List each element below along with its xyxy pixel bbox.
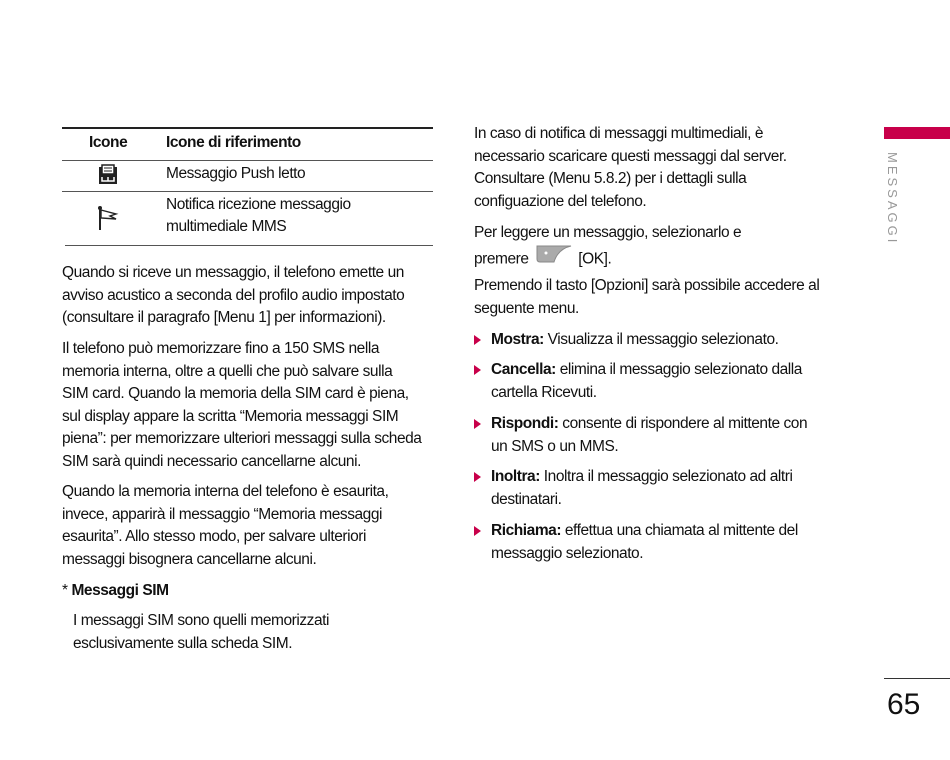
paragraph-mms-notification bbox=[474, 123, 787, 213]
table-bottom-rule bbox=[65, 245, 433, 246]
table-rule bbox=[62, 191, 433, 192]
bullet-triangle-icon bbox=[474, 335, 481, 345]
option-line: cartella Ricevuti. bbox=[491, 383, 597, 401]
read-line-1: Per leggere un messaggio, selezionarlo e bbox=[474, 224, 742, 241]
text-line: piena”: per memorizzare ulteriori messaggi sulla scheda bbox=[62, 430, 422, 447]
asterisk: * bbox=[62, 582, 72, 599]
text-line: Il telefono può memorizzare fino a 150 SMS nella bbox=[62, 340, 380, 357]
text-line: esclusivamente sulla scheda SIM. bbox=[73, 634, 293, 652]
option-title: Richiama: bbox=[491, 522, 562, 539]
option-desc: Visualizza il messaggio selezionato. bbox=[543, 331, 779, 348]
section-label: MESSAGGI bbox=[885, 152, 900, 246]
text-line: I messaggi SIM sono quelli memorizzati bbox=[73, 612, 329, 629]
text-line: avviso acustico a seconda del profilo audio impostato bbox=[62, 286, 405, 304]
paragraph-sms-capacity bbox=[62, 338, 421, 473]
ok-softkey-icon bbox=[536, 245, 572, 271]
sim-messages-title: Messaggi SIM bbox=[71, 582, 169, 599]
table-row-push-label: Messaggio Push letto bbox=[166, 165, 306, 182]
text-line: seguente menu. bbox=[474, 299, 579, 317]
option-title: Rispondi: bbox=[491, 415, 559, 432]
text-line: invece, apparirà il messaggio “Memoria messaggi bbox=[62, 505, 382, 523]
table-header-icons: Icone bbox=[89, 134, 128, 151]
table-top-rule bbox=[62, 127, 433, 129]
press-text: premere bbox=[474, 249, 529, 267]
paragraph-read-message bbox=[474, 222, 741, 273]
text-line: Quando la memoria interna del telefono è esaurita, bbox=[62, 483, 389, 500]
table-row-mms-label-2: multimediale MMS bbox=[166, 218, 287, 235]
text-line: Premendo il tasto [Opzioni] sarà possibile accedere al bbox=[474, 277, 820, 294]
option-line bbox=[491, 359, 802, 382]
text-line: sul display appare la scritta “Memoria messaggi SIM bbox=[62, 407, 399, 425]
option-title: Inoltra: bbox=[491, 468, 540, 485]
option-desc: effettua una chiamata al mittente del bbox=[561, 522, 798, 539]
option-desc: Inoltra il messaggio selezionato ad altri bbox=[539, 468, 793, 485]
sim-messages-heading bbox=[62, 580, 169, 603]
text-line: SIM sarà quindi necessario cancellarne alcuni. bbox=[62, 452, 361, 470]
table-header-reference: Icone di riferimento bbox=[166, 134, 301, 151]
text-line: memoria interna, oltre a quelli che può salvare sulla bbox=[62, 362, 393, 380]
option-item bbox=[491, 359, 802, 404]
option-line bbox=[491, 520, 798, 543]
paragraph-options-menu bbox=[474, 275, 819, 320]
option-line bbox=[491, 329, 778, 352]
paragraph-memory-full bbox=[62, 481, 388, 571]
page-number: 65 bbox=[887, 688, 921, 721]
option-item bbox=[491, 520, 798, 565]
option-line: un SMS o un MMS. bbox=[491, 437, 619, 455]
ok-text: [OK]. bbox=[578, 249, 612, 267]
bullet-triangle-icon bbox=[474, 419, 481, 429]
option-title: Cancella: bbox=[491, 361, 556, 378]
option-line bbox=[491, 466, 792, 489]
option-line: messaggio selezionato. bbox=[491, 544, 644, 562]
text-line: SIM card. Quando la memoria della SIM card è piena, bbox=[62, 385, 409, 402]
paragraph-message-alert bbox=[62, 262, 404, 330]
section-tab-marker bbox=[884, 127, 950, 139]
read-line-2 bbox=[474, 245, 741, 274]
text-line: configuazione del telefono. bbox=[474, 192, 647, 210]
page-number-rule bbox=[884, 678, 950, 679]
option-line bbox=[491, 413, 807, 436]
option-item bbox=[491, 466, 792, 511]
option-line: destinatari. bbox=[491, 490, 562, 508]
table-row-mms-label-1: Notifica ricezione messaggio bbox=[166, 196, 351, 213]
text-line: In caso di notifica di messaggi multimediali, è bbox=[474, 125, 763, 142]
text-line: necessario scaricare questi messaggi dal server. bbox=[474, 147, 787, 165]
option-item bbox=[491, 329, 778, 352]
text-line: Quando si riceve un messaggio, il telefono emette un bbox=[62, 264, 404, 281]
option-title: Mostra: bbox=[491, 331, 544, 348]
bullet-triangle-icon bbox=[474, 526, 481, 536]
text-line: esaurita”. Allo stesso modo, per salvare ulteriori bbox=[62, 528, 367, 545]
bullet-triangle-icon bbox=[474, 472, 481, 482]
push-message-read-icon bbox=[97, 164, 119, 191]
option-item bbox=[491, 413, 807, 458]
paragraph-sim-messages bbox=[73, 610, 329, 655]
text-line: (consultare il paragrafo [Menu 1] per informazioni). bbox=[62, 309, 386, 326]
mms-notification-flag-icon bbox=[96, 205, 120, 236]
table-rule bbox=[62, 160, 433, 161]
option-desc: consente di rispondere al mittente con bbox=[558, 415, 808, 432]
bullet-triangle-icon bbox=[474, 365, 481, 375]
text-line: Consultare (Menu 5.8.2) per i dettagli sulla bbox=[474, 170, 747, 187]
text-line: messaggi bisognera cancellarne alcuni. bbox=[62, 550, 317, 568]
option-desc: elimina il messaggio selezionato dalla bbox=[555, 361, 802, 378]
